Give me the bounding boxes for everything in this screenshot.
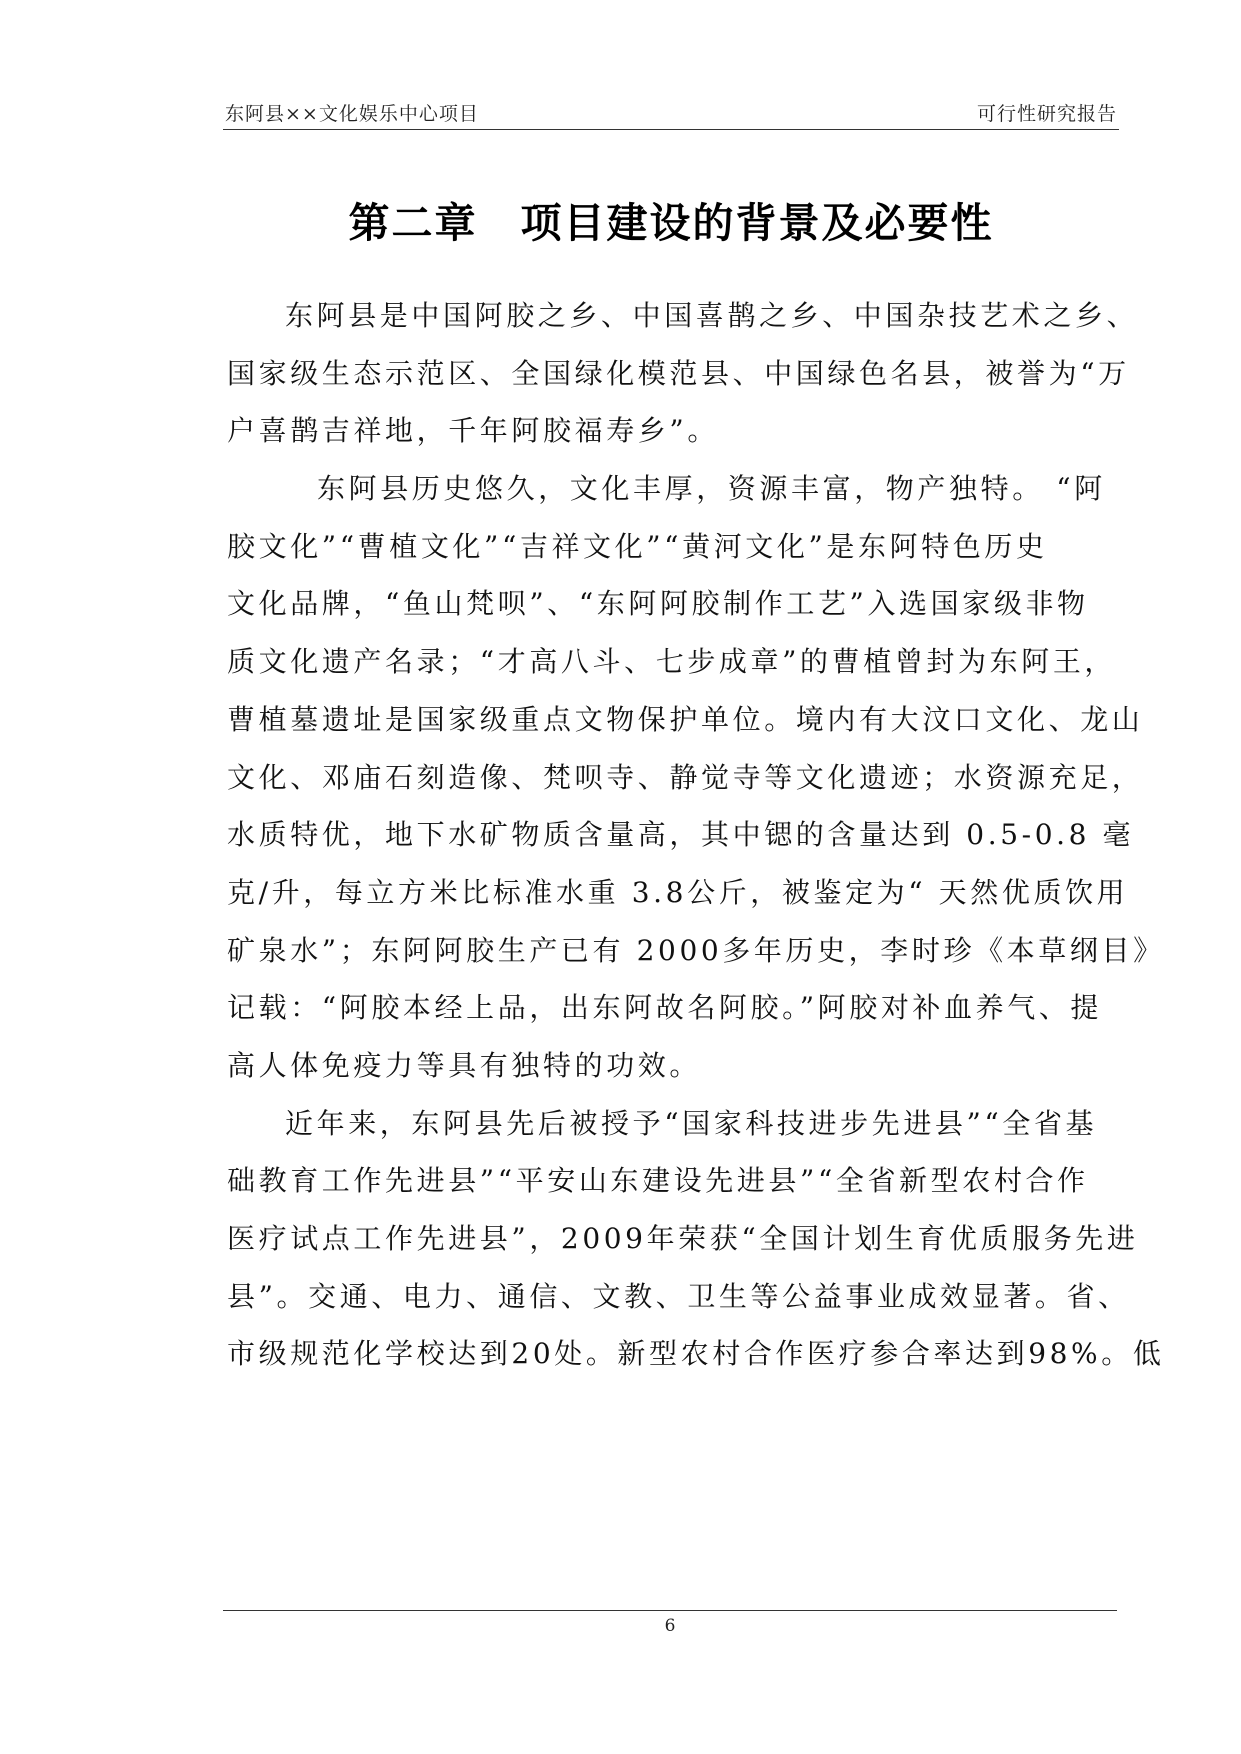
paragraph-2 (227, 460, 1165, 1095)
text-line: 水质特优，地下水矿物质含量高，其中锶的含量达到 0.5-0.8 毫 (227, 818, 1135, 852)
text-line: 县”。交通、电力、通信、文教、卫生等公益事业成效显著。省、 (227, 1279, 1130, 1313)
page-header (223, 97, 1119, 130)
chapter-title: 第二章 项目建设的背景及必要性 (348, 199, 994, 247)
footer-divider (223, 1610, 1117, 1611)
paragraph-3 (227, 1095, 1165, 1383)
text-line: 东阿县历史悠久，文化丰厚，资源丰富，物产独特。 “阿 (317, 472, 1106, 506)
text-line: 户喜鹊吉祥地，千年阿胶福寿乡”。 (227, 414, 719, 448)
text-line: 市级规范化学校达到20处。新型农村合作医疗参合率达到98%。低 (227, 1337, 1165, 1371)
text-line: 近年来，东阿县先后被授予“国家科技进步先进县”“全省基 (285, 1106, 1098, 1140)
text-line: 高人体免疫力等具有独特的功效。 (227, 1048, 702, 1082)
text-line: 矿泉水”；东阿阿胶生产已有 2000多年历史，李时珍《本草纲目》 (227, 933, 1165, 967)
text-line: 胶文化”“曹植文化”“吉祥文化”“黄河文化”是东阿特色历史 (227, 529, 1048, 563)
text-line: 文化、邓庙石刻造像、梵呗寺、静觉寺等文化遗迹；水资源充足， (227, 760, 1144, 794)
header-project-name: 东阿县××文化娱乐中心项目 (225, 103, 479, 125)
text-line: 础教育工作先进县”“平安山东建设先进县”“全省新型农村合作 (227, 1164, 1089, 1198)
text-line: 质文化遗产名录；“才高八斗、七步成章”的曹植曾封为东阿王， (227, 645, 1117, 679)
text-line: 克/升，每立方米比标准水重 3.8公斤，被鉴定为“ 天然优质饮用 (227, 875, 1129, 909)
page-number: 6 (664, 1616, 676, 1636)
text-line: 曹植墓遗址是国家级重点文物保护单位。境内有大汶口文化、龙山 (227, 702, 1144, 736)
text-line: 国家级生态示范区、全国绿化模范县、中国绿色名县，被誉为“万 (227, 356, 1130, 390)
paragraph-1 (227, 287, 1139, 460)
chapter-body (227, 287, 1165, 1383)
text-line: 文化品牌，“鱼山梵呗”、“东阿阿胶制作工艺”入选国家级非物 (227, 587, 1089, 621)
header-report-type: 可行性研究报告 (976, 103, 1117, 125)
text-line: 东阿县是中国阿胶之乡、中国喜鹊之乡、中国杂技艺术之乡、 (285, 299, 1139, 332)
text-line: 医疗试点工作先进县”，2009年荣获“全国计划生育优质服务先进 (227, 1222, 1139, 1255)
text-line: 记载：“阿胶本经上品，出东阿故名阿胶。”阿胶对补血养气、提 (227, 991, 1103, 1025)
